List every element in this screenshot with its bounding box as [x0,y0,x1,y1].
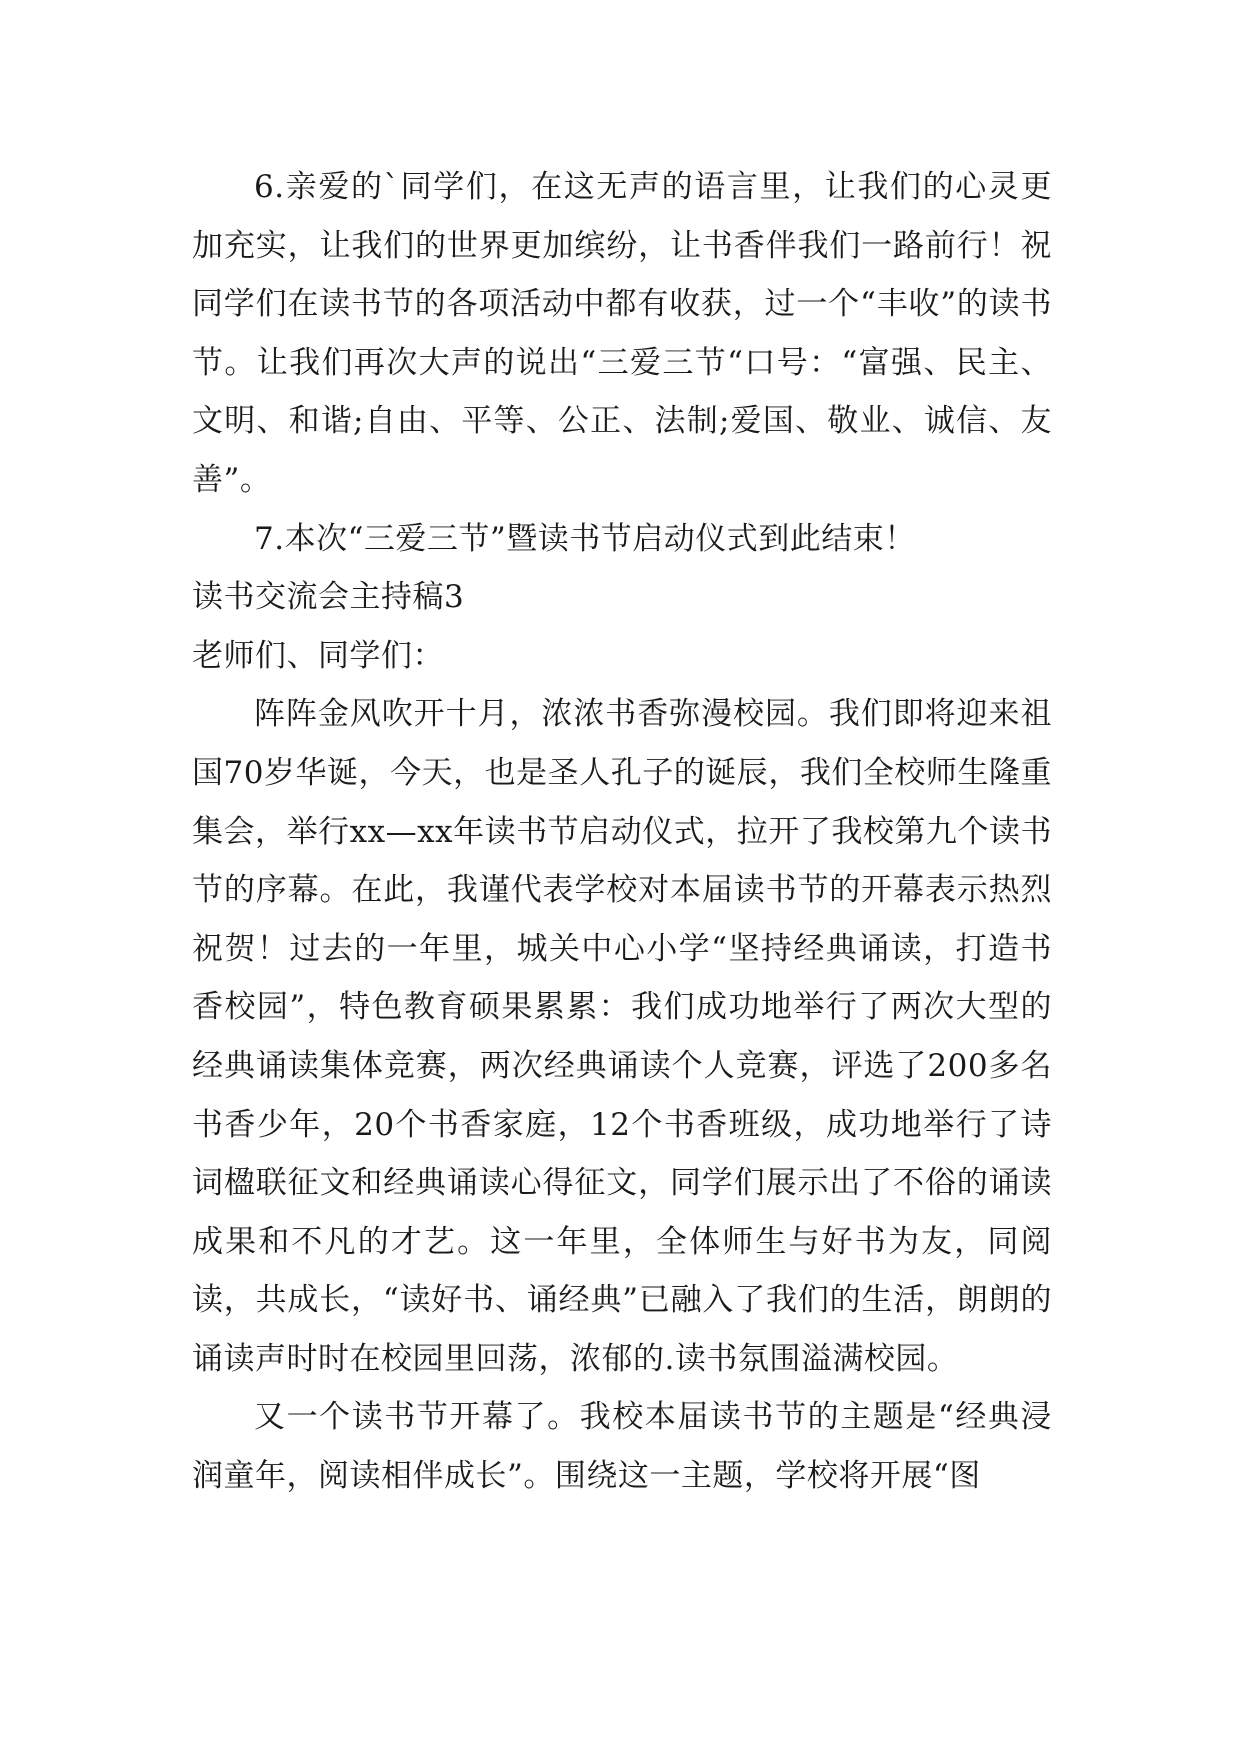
paragraph-review: 阵阵金风吹开十月，浓浓书香弥漫校园。我们即将迎来祖国70岁华诞，今天，也是圣人孔子的诞辰，我们全校师生隆重集会，举行xx—xx年读书节启动仪式，拉开了我校第九个读书节的序幕。在此，我谨代表学校对本届读书节的开幕表示热烈祝贺！过去的一年里，城关中心小学“坚持经典诵读，打造书香校园”，特色教育硕果累累：我们成功地举行了两次大型的经典诵读集体竞赛，两次经典诵读个人竞赛，评选了200多名书香少年，20个书香家庭，12个书香班级，成功地举行了诗词楹联征文和经典诵读心得征文，同学们展示出了不俗的诵读成果和不凡的才艺。这一年里，全体师生与好书为友，同阅读，共成长，“读好书、诵经典”已融入了我们的生活，朗朗的诵读声时时在校园里回荡，浓郁的.读书氛围溢满校园。 [192,696,1052,1377]
section-title: 读书交流会主持稿3 [192,579,465,616]
paragraph-ceremony-end: 7.本次“三爱三节”暨读书节启动仪式到此结束！ [254,520,916,557]
salutation: 老师们、同学们： [192,637,444,674]
paragraph-closing-remarks: 6.亲爱的`同学们，在这无声的语言里，让我们的心灵更加充实，让我们的世界更加缤纷，让书香伴我们一路前行！祝同学们在读书节的各项活动中都有收获，过一个“丰收”的读书节。让我们再次大声的说出“三爱三节“口号：“富强、民主、文明、和谐;自由、平等、公正、法制;爱国、敬业、诚信、友善”。 [192,169,1052,498]
paragraph-theme: 又一个读书节开幕了。我校本届读书节的主题是“经典浸润童年，阅读相伴成长”。围绕这一主题，学校将开展“图 [192,1399,1052,1495]
document-body [192,158,1052,1506]
